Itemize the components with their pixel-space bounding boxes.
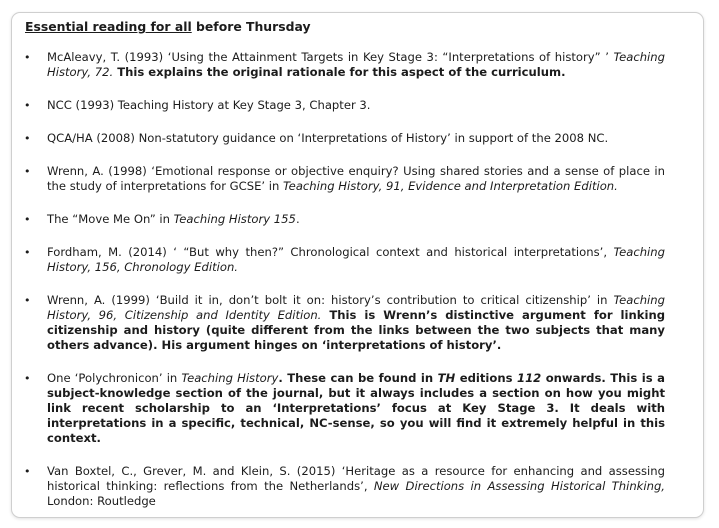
bullet-icon: • <box>24 213 31 226</box>
bullet-icon: • <box>24 165 31 178</box>
reference-item: • One ‘Polychronicon’ in Teaching History. These can be found in TH editions 112 onwards. This is a subject-knowledge section of the journal, but it always includes a section on how you might link recent scholarship to an ‘Interpretations’ focus at Key Stage 3. It deals with interpretations in a specific, technical, NC-sense, so you will find it extremely helpful in this context. <box>24 371 665 445</box>
reference-item: • NCC (1993) Teaching History at Key Stage 3, Chapter 3. <box>24 98 371 112</box>
heading-underlined-text: Essential reading for all <box>25 19 192 34</box>
bullet-icon: • <box>24 246 31 259</box>
bullet-icon: • <box>24 51 31 64</box>
reference-item: • McAleavy, T. (1993) ‘Using the Attainment Targets in Key Stage 3: “Interpretations of history” ’ Teaching History, 72. This explains the original rationale for this aspect of the curriculum. <box>24 50 665 79</box>
bullet-icon: • <box>24 294 31 307</box>
bullet-icon: • <box>24 99 31 112</box>
reference-list <box>12 50 703 527</box>
heading-rest-text: before Thursday <box>191 19 311 34</box>
reference-item: • Fordham, M. (2014) ‘ “But why then?” Chronological context and historical interpretations’, Teaching History, 156, Chronology Edition. <box>24 245 665 274</box>
bullet-icon: • <box>24 372 31 385</box>
reference-item: • QCA/HA (2008) Non-statutory guidance on ‘Interpretations of History’ in support of the 2008 NC. <box>24 131 609 145</box>
reference-item: • Van Boxtel, C., Grever, M. and Klein, S. (2015) ‘Heritage as a resource for enhancing and assessing historical thinking: reflections from the Netherlands’, New Directions in Assessing Historical Thinking, London: Routledge <box>24 464 665 508</box>
reference-item: • The “Move Me On” in Teaching History 155. <box>24 212 300 226</box>
reading-list-heading <box>25 19 311 34</box>
bullet-icon: • <box>24 465 31 478</box>
reference-item: • Wrenn, A. (1999) ‘Build it in, don’t bolt it on: history’s contribution to critical citizenship’ in Teaching History, 96, Citizenship and Identity Edition. This is Wrenn’s distinctive argument for linking citizenship and history (quite different from the links between the two subjects that many others advance). His argument hinges on ‘interpretations of history’. <box>24 293 665 352</box>
bullet-icon: • <box>24 132 31 145</box>
reference-item: • Wrenn, A. (1998) ‘Emotional response or objective enquiry? Using shared stories and a sense of place in the study of interpretations for GCSE’ in Teaching History, 91, Evidence and Interpretation Edition. <box>24 164 665 193</box>
reading-list-panel <box>11 12 704 518</box>
